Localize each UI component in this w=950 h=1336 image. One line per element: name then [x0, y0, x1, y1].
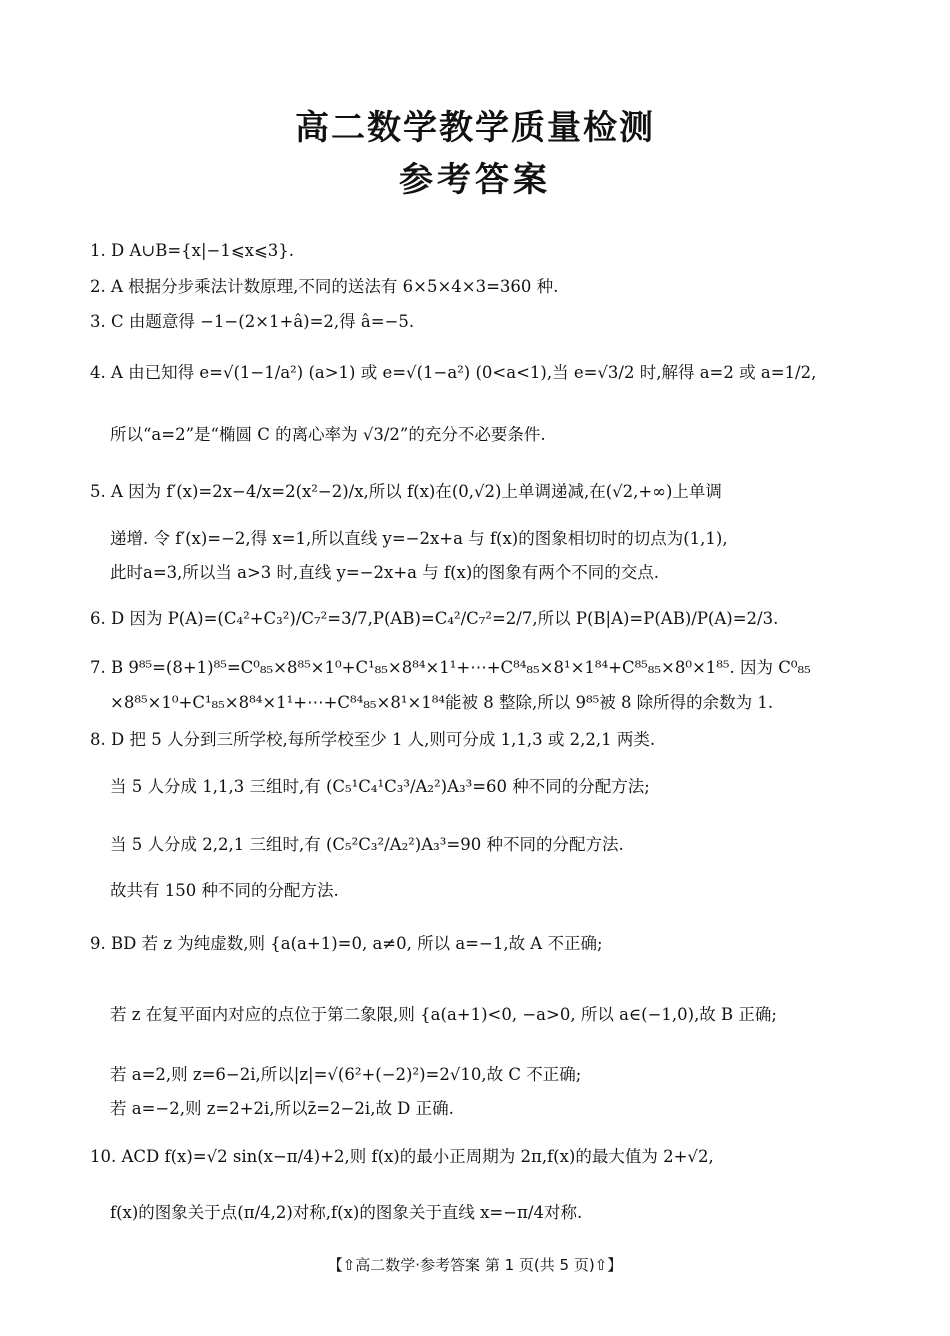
answer-line: 所以“a=2”是“椭圆 C 的离心率为 √3/2”的充分不必要条件.: [110, 425, 546, 444]
answer-line: 当 5 人分成 2,2,1 三组时,有 (C₅²C₃²/A₂²)A₃³=90 种不同的分配方法.: [110, 835, 624, 854]
answer-line: 递增. 令 f′(x)=−2,得 x=1,所以直线 y=−2x+a 与 f(x)的图象相切时的切点为(1,1),: [110, 529, 728, 548]
answer-line: 10. ACD f(x)=√2 sin(x−π/4)+2,则 f(x)的最小正周期为 2π,f(x)的最大值为 2+√2,: [90, 1147, 714, 1166]
answer-line: 故共有 150 种不同的分配方法.: [110, 881, 339, 900]
page-title: 高二数学教学质量检测: [295, 108, 655, 148]
answer-line: 3. C 由题意得 −1−(2×1+â)=2,得 â=−5.: [90, 312, 415, 331]
answer-line: 1. D A∪B={x|−1⩽x⩽3}.: [90, 241, 295, 260]
answer-line: 若 z 在复平面内对应的点位于第二象限,则 {a(a+1)<0, −a>0, 所以 a∈(−1,0),故 B 正确;: [110, 1005, 777, 1024]
answer-line: 若 a=−2,则 z=2+2i,所以z̄=2−2i,故 D 正确.: [110, 1099, 454, 1118]
answer-line: 4. A 由已知得 e=√(1−1/a²) (a>1) 或 e=√(1−a²) (0<a<1),当 e=√3/2 时,解得 a=2 或 a=1/2,: [90, 363, 817, 382]
answer-line: 此时a=3,所以当 a>3 时,直线 y=−2x+a 与 f(x)的图象有两个不同的交点.: [110, 563, 660, 582]
answer-line: ×8⁸⁵×1⁰+C¹₈₅×8⁸⁴×1¹+⋯+C⁸⁴₈₅×8¹×1⁸⁴能被 8 整除,所以 9⁸⁵被 8 除所得的余数为 1.: [110, 693, 774, 712]
answer-line: 若 a=2,则 z=6−2i,所以|z|=√(6²+(−2)²)=2√10,故 C 不正确;: [110, 1065, 582, 1084]
answer-line: 7. B 9⁸⁵=(8+1)⁸⁵=C⁰₈₅×8⁸⁵×1⁰+C¹₈₅×8⁸⁴×1¹+⋯+C⁸⁴₈₅×8¹×1⁸⁴+C⁸⁵₈₅×8⁰×1⁸⁵. 因为 C⁰₈₅: [90, 658, 811, 677]
answer-line: 6. D 因为 P(A)=(C₄²+C₃²)/C₇²=3/7,P(AB)=C₄²/C₇²=2/7,所以 P(B|A)=P(AB)/P(A)=2/3.: [90, 609, 779, 628]
answer-line: 当 5 人分成 1,1,3 三组时,有 (C₅¹C₄¹C₃³/A₂²)A₃³=60 种不同的分配方法;: [110, 777, 650, 796]
answer-line: 8. D 把 5 人分到三所学校,每所学校至少 1 人,则可分成 1,1,3 或 2,2,1 两类.: [90, 730, 656, 749]
page-footer: 【⇧高二数学·参考答案 第 1 页(共 5 页)⇧】: [327, 1256, 623, 1274]
answer-line: f(x)的图象关于点(π/4,2)对称,f(x)的图象关于直线 x=−π/4对称.: [110, 1203, 583, 1222]
answer-line: 5. A 因为 f′(x)=2x−4/x=2(x²−2)/x,所以 f(x)在(0,√2)上单调递减,在(√2,+∞)上单调: [90, 482, 722, 501]
answer-line: 9. BD 若 z 为纯虚数,则 {a(a+1)=0, a≠0, 所以 a=−1,故 A 不正确;: [90, 934, 603, 953]
answer-line: 2. A 根据分步乘法计数原理,不同的送法有 6×5×4×3=360 种.: [90, 277, 559, 296]
page-subtitle: 参考答案: [399, 160, 551, 200]
